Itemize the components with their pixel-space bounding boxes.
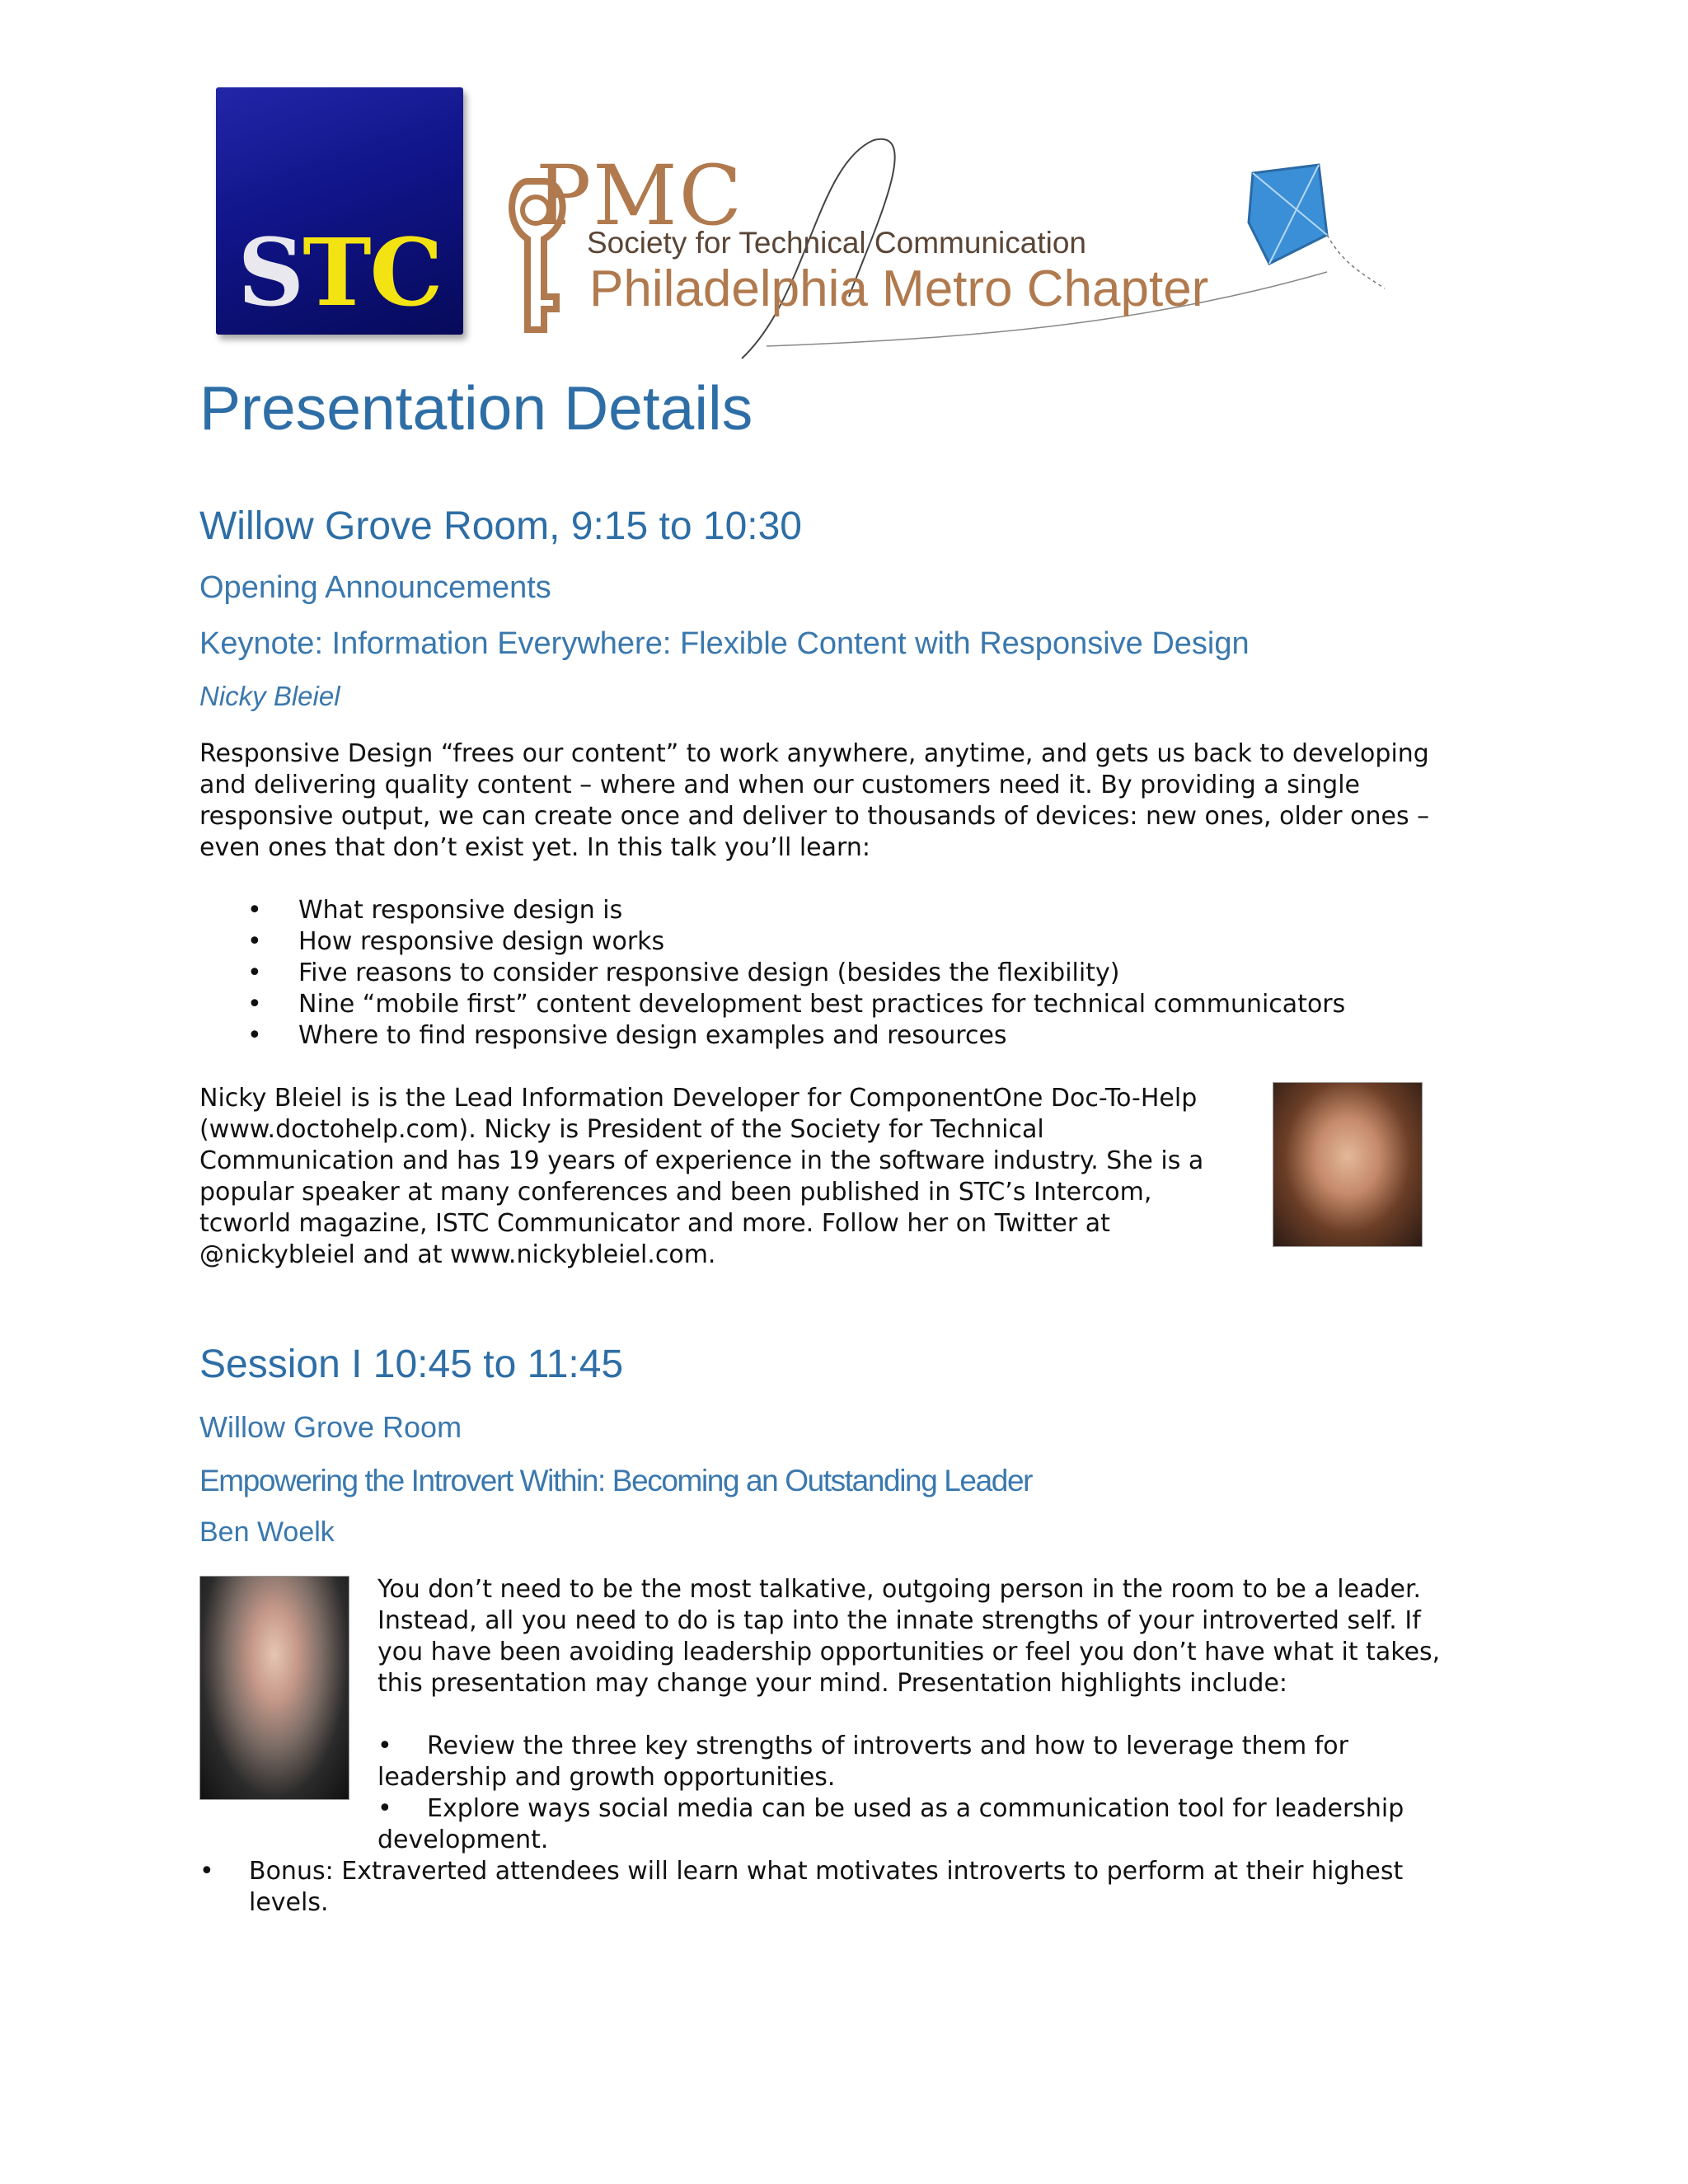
keynote-description-line: and delivering quality content – where and when our customers need it. By providing a single	[199, 771, 1361, 799]
pmc-logo-big-text: PMC	[536, 148, 744, 244]
list-item: • Five reasons to consider responsive design (besides the flexibility)	[199, 958, 1485, 989]
keynote-description-line: even ones that don’t exist yet. In this talk you’ll learn:	[199, 833, 870, 862]
session-1-bullet-1: • Review the three key strengths of introverts and how to leverage them for leadership and growth opportunities.	[377, 1731, 1490, 1793]
speaker-bio-nicky	[199, 1083, 1254, 1271]
list-item: • Where to find responsive design examples and resources	[199, 1020, 1485, 1052]
session-1-speaker: Ben Woelk	[199, 1516, 335, 1548]
list-item: • What responsive design is	[199, 895, 1485, 926]
session-description-line: You don’t need to be the most talkative, outgoing person in the room to be a leader.	[377, 1575, 1422, 1604]
stc-logo	[216, 87, 463, 335]
bullet-text: Review the three key strengths of introverts and how to leverage them for	[427, 1732, 1348, 1760]
keynote-speaker: Nicky Bleiel	[199, 681, 340, 711]
bio-line: @nickybleiel and at www.nickybleiel.com.	[199, 1240, 716, 1269]
session-1-room: Willow Grove Room	[199, 1410, 462, 1444]
speaker-photo-nicky	[1273, 1082, 1423, 1247]
keynote-description	[199, 738, 1485, 864]
bullet-text: development.	[377, 1825, 549, 1854]
keynote-bullet-list	[199, 895, 1485, 1052]
list-item: • Nine “mobile first” content development best practices for technical communicators	[199, 989, 1485, 1020]
session-description-line: you have been avoiding leadership opportunities or feel you don’t have what it takes,	[377, 1638, 1441, 1666]
keynote-description-line: responsive output, we can create once and deliver to thousands of devices: new ones, older ones –	[199, 802, 1430, 831]
speaker-photo-ben	[199, 1576, 349, 1800]
opening-announcements-heading: Opening Announcements	[199, 570, 551, 605]
session-1-bullet-2: • Explore ways social media can be used as a communication tool for leadership development.	[377, 1793, 1490, 1856]
session-description-line: Instead, all you need to do is tap into the innate strengths of your introverted self. If	[377, 1606, 1421, 1635]
list-item: • How responsive design works	[199, 926, 1485, 958]
bullet-text: Explore ways social media can be used as a communication tool for leadership	[427, 1794, 1404, 1823]
keynote-description-line: Responsive Design “frees our content” to work anywhere, anytime, and gets us back to developing	[199, 739, 1429, 768]
bio-line: Communication and has 19 years of experience in the software industry. She is a	[199, 1146, 1204, 1175]
pmc-logo-society-text: Society for Technical Communication	[587, 226, 1086, 260]
bullet-text: Bonus: Extraverted attendees will learn what motivates introverts to perform at their highest	[249, 1857, 1404, 1886]
bio-line: (www.doctohelp.com). Nicky is President of the Society for Technical	[199, 1115, 1044, 1144]
page-title: Presentation Details	[199, 373, 753, 443]
kite-icon	[1249, 165, 1385, 288]
session-1-heading: Session I 10:45 to 11:45	[199, 1343, 624, 1386]
keynote-section-heading: Willow Grove Room, 9:15 to 10:30	[199, 504, 802, 548]
bullet-text: leadership and growth opportunities.	[377, 1763, 836, 1792]
bio-line: popular speaker at many conferences and been published in STC’s Intercom,	[199, 1178, 1152, 1207]
session-1-talk-title: Empowering the Introvert Within: Becoming an Outstanding Leader	[199, 1464, 1033, 1497]
session-1-description	[377, 1574, 1490, 1699]
bio-line: Nicky Bleiel is is the Lead Information Developer for ComponentOne Doc-To-Help	[199, 1084, 1198, 1113]
stc-logo-tc: TC	[302, 219, 442, 327]
keynote-title: Keynote: Information Everywhere: Flexible Content with Responsive Design	[199, 626, 1250, 661]
bullet-text: levels.	[249, 1888, 329, 1917]
session-1-bullet-3: • Bonus: Extraverted attendees will learn what motivates introverts to perform at their highest levels.	[199, 1856, 1502, 1919]
session-description-line: this presentation may change your mind. Presentation highlights include:	[377, 1669, 1288, 1698]
bio-line: tcworld magazine, ISTC Communicator and more. Follow her on Twitter at	[199, 1209, 1110, 1238]
stc-logo-s: S	[237, 219, 303, 327]
pmc-logo-chapter-text: Philadelphia Metro Chapter	[589, 260, 1209, 317]
